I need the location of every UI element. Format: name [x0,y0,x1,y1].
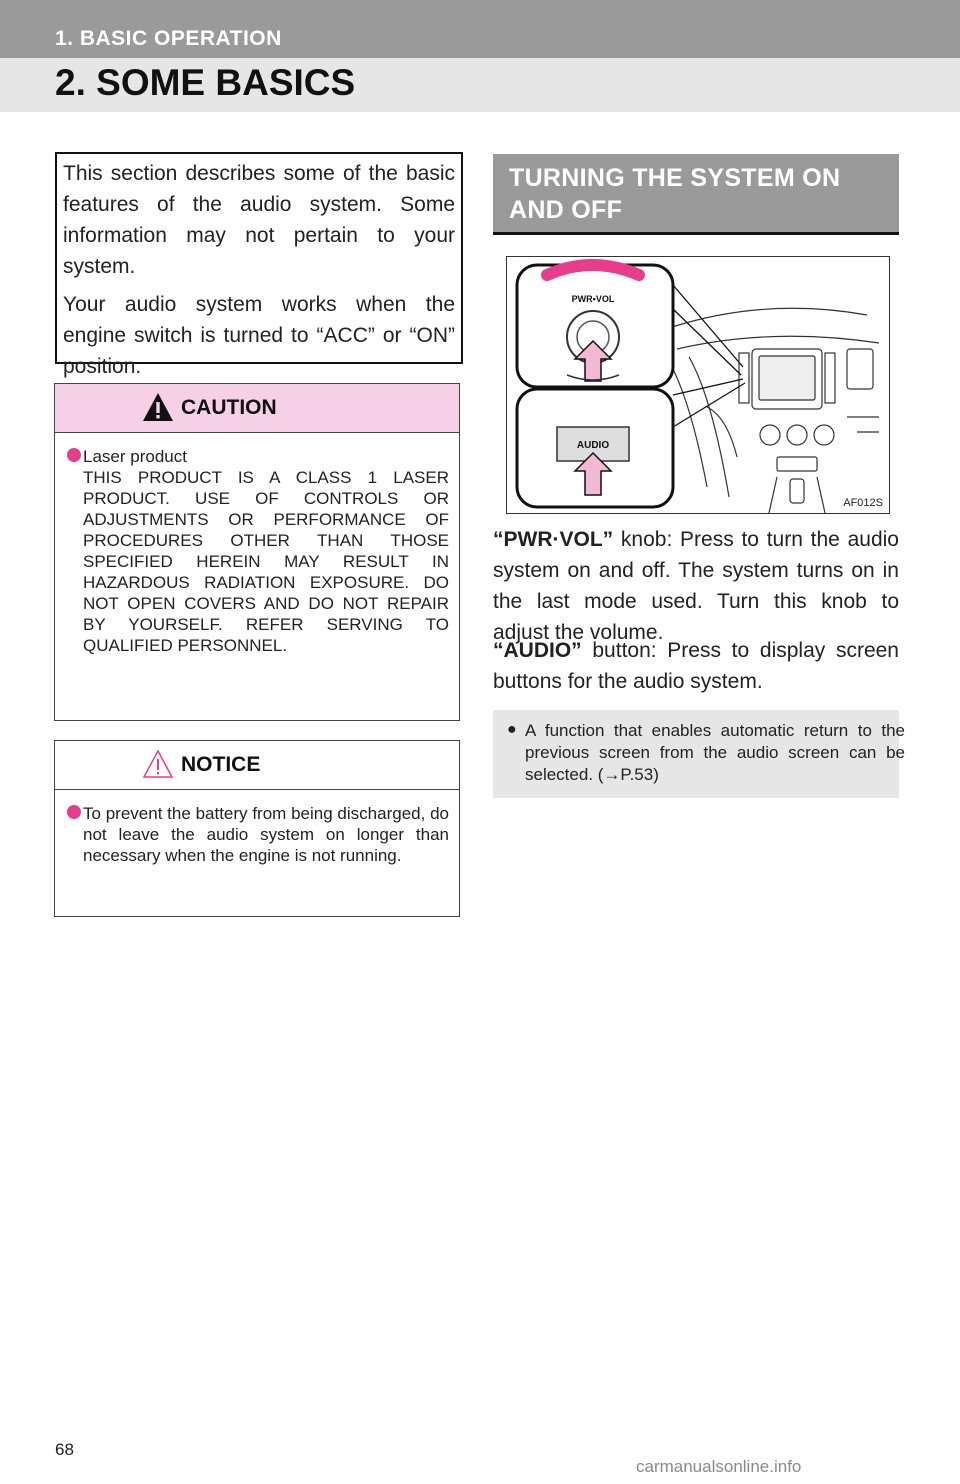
pwr-vol-label: PWR•VOL [571,294,615,304]
note-item [507,720,905,786]
intro-paragraph-1: This section describes some of the basic features of the audio system. Some information may not pertain to your system. [63,162,455,278]
notice-title: NOTICE [181,753,261,776]
section-label: 1. BASIC OPERATION [55,27,282,50]
pwr-vol-description [493,524,899,648]
notice-item [69,803,449,866]
note-box [493,710,905,798]
pwr-vol-key: “PWR·VOL” [493,528,614,551]
caution-item-text: THIS PRODUCT IS A CLASS 1 LASER PRODUCT. USE OF CONTROLS OR ADJUSTMENTS OR PERFORMANCE OF PROCEDURES OTHER THAN THOSE SPECIFIED HEREIN MAY RESULT IN HAZARDOUS RADIATION EXPOSURE. DO NOT OPEN COVERS AND DO NOT REPAIR BY YOURSELF. REFER SERVING TO QUALIFIED PERSONNEL. [83,468,449,655]
dashboard-illustration [506,256,890,514]
caution-list [69,446,449,656]
notice-item-text: To prevent the battery from being discharged, do not leave the audio system on longer than necessary when the engine is not running. [83,804,449,865]
turning-section-heading [493,154,899,235]
warning-triangle-icon [141,391,175,423]
audio-key: “AUDIO” [493,639,582,662]
note-bullet-icon: ● [507,721,517,738]
turning-heading-text: TURNING THE SYSTEM ON AND OFF [509,164,841,224]
caution-title: CAUTION [181,396,277,419]
figure-code: AF012S [843,497,883,509]
dashboard-drawing [507,257,889,513]
notice-triangle-icon [141,748,175,780]
bullet-dot-icon [67,805,81,819]
notice-box [54,740,460,917]
caution-header [55,384,459,433]
page-number: 68 [55,1440,74,1459]
audio-description [493,635,899,697]
intro-box [55,152,463,378]
caution-box [54,383,460,721]
intro-paragraph-2: Your audio system works when the engine switch is turned to “ACC” or “ON” position. [63,293,455,378]
audio-text: button: Press to display screen buttons for the audio system. [493,639,899,693]
notice-list [69,803,449,866]
caution-item [69,446,449,656]
note-text: A function that enables automatic return to the previous screen from the audio screen can be selected. (→P.53) [525,721,905,784]
page-title: 2. SOME BASICS [55,62,356,103]
audio-label: AUDIO [576,440,610,451]
watermark: carmanualsonline.info [636,1457,802,1476]
bullet-dot-icon [67,448,81,462]
pwr-vol-text: knob: Press to turn the audio system on and off. The system turns on in the last mode used. Turn this knob to adjust the volume. [493,528,899,644]
notice-header [55,741,459,790]
caution-item-heading: Laser product [83,447,187,466]
